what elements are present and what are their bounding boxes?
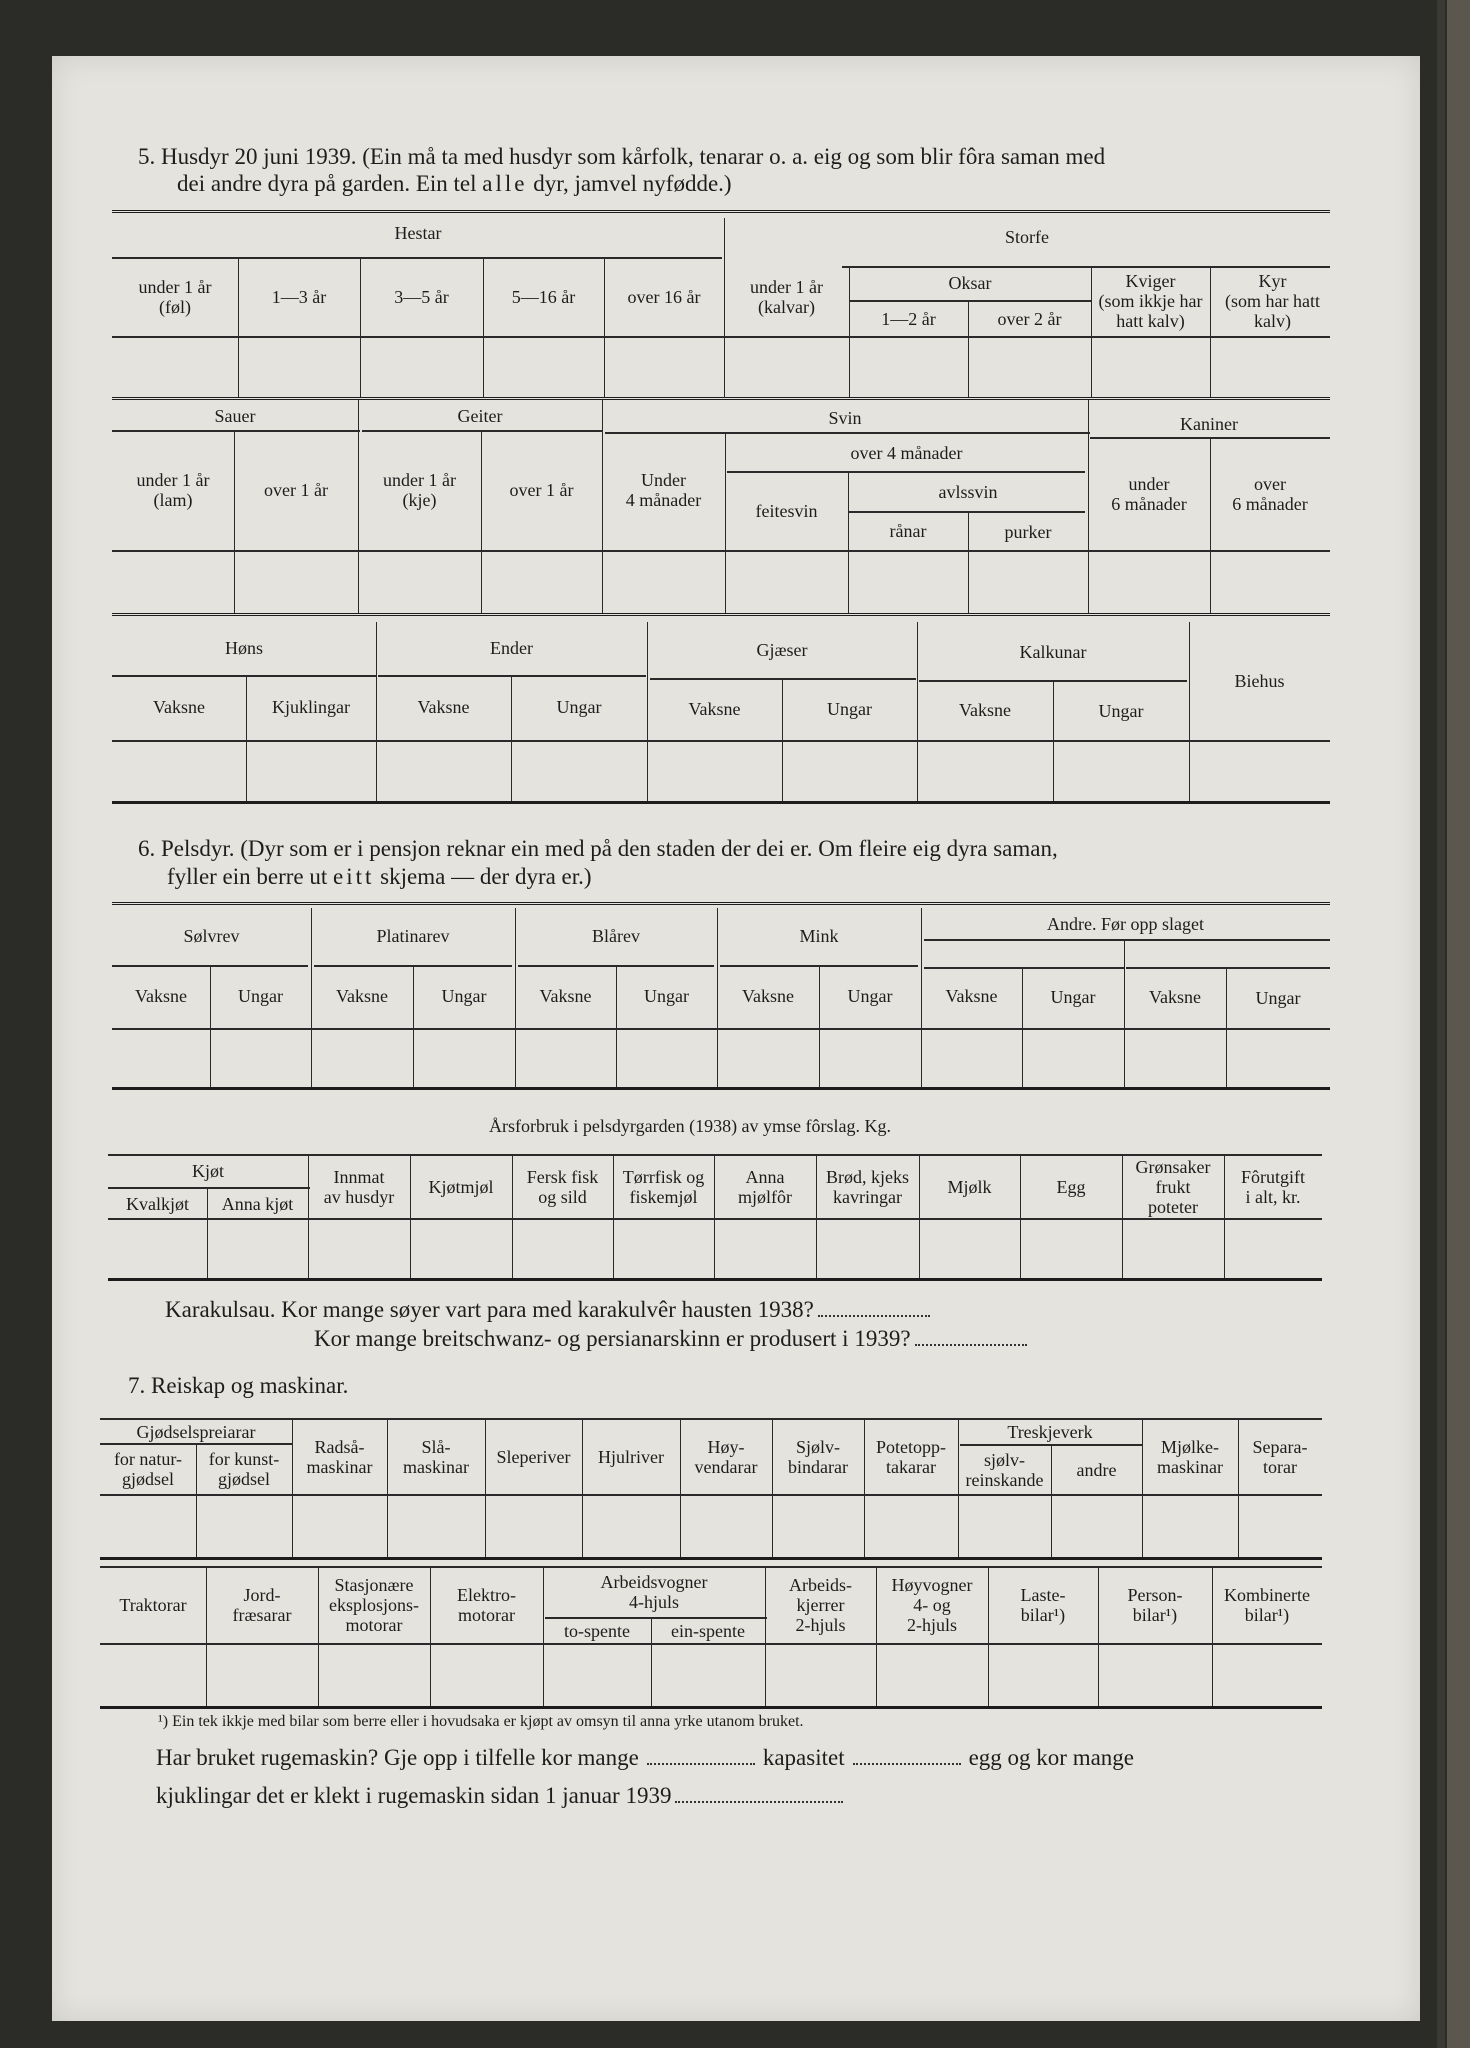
stasjonaere-motorar: Stasjonære eksplosjons- motorar: [329, 1575, 419, 1635]
karakul-q1: Karakulsau. Kor mange søyer vart para med karakulvêr hausten 1938?: [165, 1296, 930, 1323]
mjolkemaskinar: Mjølke- maskinar: [1157, 1437, 1223, 1477]
arbeidsvogner-header: Arbeidsvogner 4-hjuls: [600, 1572, 708, 1612]
kjotmjol: Kjøtmjøl: [428, 1177, 494, 1197]
solvrev-vaksne: Vaksne: [135, 986, 187, 1006]
s6-intro-line2: fyller ein berre ut eitt skjema — der dyra er.): [167, 864, 592, 889]
solvrev-header: Sølvrev: [183, 926, 240, 946]
ender-vaksne: Vaksne: [417, 697, 470, 717]
storfe-header: Storfe: [1005, 227, 1049, 247]
hons-vaksne: Vaksne: [153, 697, 205, 717]
treskjeverk-header: Treskjeverk: [1007, 1422, 1093, 1442]
feitesvin: feitesvin: [755, 501, 818, 521]
annakjot: Anna kjøt: [221, 1193, 294, 1214]
andre-vaksne-1: Vaksne: [945, 986, 998, 1006]
natur-gjodsel: for natur- gjødsel: [113, 1449, 183, 1489]
ranar: rånar: [889, 521, 927, 541]
mjolk: Mjølk: [947, 1177, 992, 1197]
traktorar: Traktorar: [119, 1595, 187, 1615]
solvrev-ungar: Ungar: [238, 986, 283, 1006]
svin-header: Svin: [828, 408, 862, 428]
ender-ungar: Ungar: [556, 697, 602, 717]
gjodsel-header: Gjødselspreiarar: [136, 1421, 256, 1442]
anna-mjolfor: Anna mjølfôr: [738, 1167, 792, 1207]
avlssvin: avlssvin: [938, 482, 998, 502]
storfe-kalvar: under 1 år (kalvar): [750, 277, 823, 317]
binding-edge: [1437, 0, 1445, 2048]
kviger: Kviger (som ikkje har hatt kalv): [1098, 271, 1203, 331]
sauer-lam: under 1 år (lam): [136, 470, 210, 510]
binding-spine: [1447, 0, 1470, 2048]
andre-vaksne-2: Vaksne: [1149, 987, 1201, 1007]
innmat: Innmat av husdyr: [323, 1167, 395, 1207]
kyr: Kyr (som har hatt kalv): [1225, 271, 1320, 331]
sauer-header: Sauer: [214, 406, 256, 426]
rugemaskin-q1: Har bruket rugemaskin? Gje opp i tilfelle kor mange kapasitet egg og kor mange: [156, 1745, 1135, 1770]
svin-over-4: over 4 månader: [850, 443, 963, 463]
torrfisk: Tørrfisk og fiskemjøl: [622, 1167, 705, 1207]
separatorar: Separa- torar: [1252, 1437, 1308, 1477]
svin-under-4: Under 4 månader: [625, 470, 702, 510]
platinarev-vaksne: Vaksne: [336, 986, 388, 1006]
sjolvbindarar: Sjølv- bindarar: [788, 1437, 848, 1477]
forbruk-title: Årsforbruk i pelsdyrgarden (1938) av ymse fôrslag. Kg.: [488, 1116, 892, 1136]
hoyvendarar: Høy- vendarar: [694, 1437, 758, 1477]
rugemaskin-q2: kjuklingar det er klekt i rugemaskin sidan 1 januar 1939: [156, 1782, 843, 1809]
gjaeser-header: Gjæser: [756, 640, 808, 660]
oksar-1-2: 1—2 år: [881, 309, 936, 329]
gjaeser-vaksne: Vaksne: [688, 699, 741, 719]
blarev-ungar: Ungar: [644, 986, 689, 1006]
personbilar: Person- bilar¹): [1127, 1585, 1183, 1625]
kombinerte-bilar: Kombinerte bilar¹): [1224, 1585, 1310, 1625]
mink-vaksne: Vaksne: [742, 986, 794, 1006]
gronsaker: Grønsaker frukt poteter: [1135, 1157, 1211, 1217]
hestar-header: Hestar: [394, 223, 442, 243]
kaniner-over-6: over 6 månader: [1232, 474, 1308, 514]
arbeidskjerrer: Arbeids- kjerrer 2-hjuls: [789, 1575, 852, 1635]
hons-header: Høns: [224, 638, 263, 658]
hjulriver: Hjulriver: [598, 1447, 664, 1467]
kaniner-header: Kaniner: [1180, 414, 1238, 434]
kaniner-under-6: under 6 månader: [1111, 474, 1187, 514]
sla: Slå- maskinar: [403, 1437, 469, 1477]
hons-kjuklingar: Kjuklingar: [272, 697, 350, 717]
s7-title: 7. Reiskap og maskinar.: [128, 1373, 349, 1398]
kvalkjot: Kvalkjøt: [126, 1193, 189, 1214]
platinarev-header: Platinarev: [376, 926, 450, 946]
gjaeser-ungar: Ungar: [827, 699, 872, 719]
forutgift: Fôrutgift i alt, kr.: [1240, 1167, 1305, 1207]
kalkunar-header: Kalkunar: [1019, 642, 1087, 662]
mink-header: Mink: [799, 926, 839, 946]
hoyvogner: Høyvogner 4- og 2-hjuls: [891, 1575, 973, 1635]
s5-intro-line2: dei andre dyra på garden. Ein tel alle dyr, jamvel nyfødde.): [177, 171, 732, 196]
biehus-header: Biehus: [1234, 671, 1285, 691]
ferskfisk: Fersk fisk og sild: [526, 1167, 599, 1207]
s6-intro-line1: 6. Pelsdyr. (Dyr som er i pensjon reknar ein med på den staden der dei er. Om fleire eig dyra saman,: [138, 836, 1058, 861]
hestar-1-3: 1—3 år: [271, 287, 327, 307]
ein-spente: ein-spente: [671, 1621, 745, 1641]
egg: Egg: [1056, 1177, 1086, 1197]
ender-header: Ender: [490, 638, 533, 658]
hestar-5-16: 5—16 år: [511, 287, 576, 307]
andre-ungar-2: Ungar: [1255, 988, 1301, 1008]
brod-kjeks: Brød, kjeks kavringar: [826, 1167, 909, 1207]
elektromotorar: Elektro- motorar: [457, 1585, 516, 1625]
kalkunar-ungar: Ungar: [1098, 701, 1144, 721]
purker: purker: [1004, 522, 1052, 542]
blarev-vaksne: Vaksne: [539, 986, 592, 1006]
oksar-over-2: over 2 år: [997, 309, 1062, 329]
andre-header: Andre. Før opp slaget: [1047, 914, 1204, 934]
to-spente: to-spente: [564, 1621, 630, 1641]
potetopptakarar: Potetopp- takarar: [876, 1437, 946, 1477]
kunst-gjodsel: for kunst- gjødsel: [208, 1449, 280, 1489]
geiter-over-1: over 1 år: [509, 480, 574, 500]
hestar-over-16: over 16 år: [627, 287, 701, 307]
geiter-header: Geiter: [457, 406, 503, 426]
platinarev-ungar: Ungar: [441, 986, 487, 1006]
jordfraesarar: Jord- fræsarar: [232, 1585, 292, 1625]
karakul-q2: Kor mange breitschwanz- og persianarskinn er produsert i 1939?: [314, 1325, 1027, 1352]
sjolvreinskande: sjølv- reinskande: [965, 1450, 1044, 1490]
hestar-under-1: under 1 år (føl): [138, 277, 212, 317]
lastebilar: Laste- bilar¹): [1020, 1585, 1066, 1625]
blarev-header: Blårev: [592, 926, 640, 946]
andre-ungar-1: Ungar: [1050, 987, 1096, 1007]
treskjeverk-andre: andre: [1076, 1460, 1117, 1480]
footnote: ¹) Ein tek ikkje med bilar som berre eller i hovudsaka er kjøpt av omsyn til anna yrke utanom bruket.: [158, 1713, 804, 1730]
oksar-header: Oksar: [948, 273, 992, 293]
hestar-3-5: 3—5 år: [394, 287, 449, 307]
kjot-header: Kjøt: [191, 1161, 224, 1181]
sauer-over-1: over 1 år: [264, 480, 328, 500]
sleperiver: Sleperiver: [496, 1447, 571, 1467]
s5-intro-line1: 5. Husdyr 20 juni 1939. (Ein må ta med husdyr som kårfolk, tenarar o. a. eig og som blir fôra saman med: [138, 144, 1106, 169]
radsa: Radså- maskinar: [306, 1437, 373, 1477]
mink-ungar: Ungar: [847, 986, 893, 1006]
geiter-kje: under 1 år (kje): [383, 470, 456, 510]
kalkunar-vaksne: Vaksne: [959, 700, 1011, 720]
